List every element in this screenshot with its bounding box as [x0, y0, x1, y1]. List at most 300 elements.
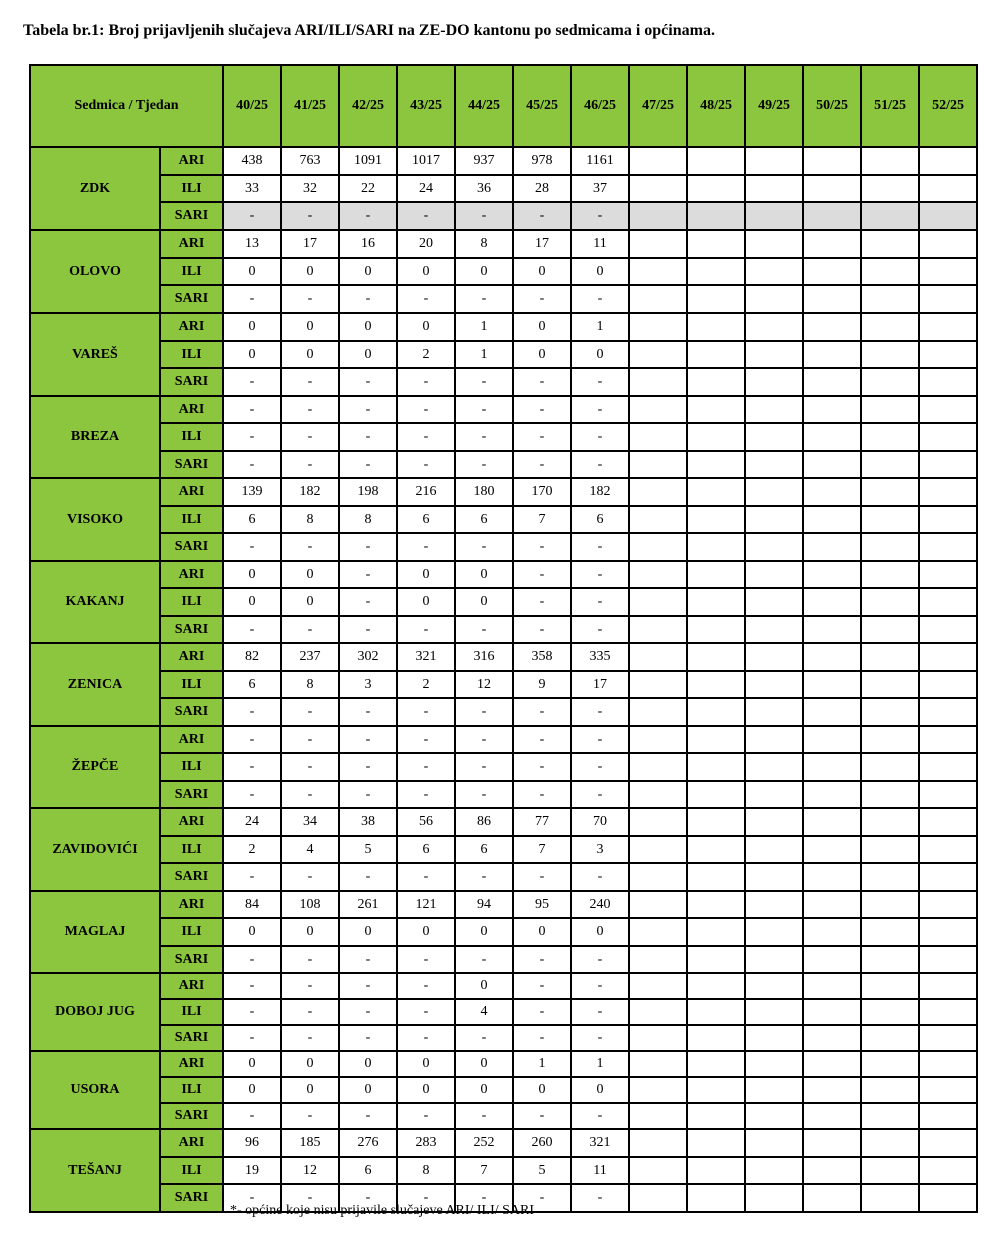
case-count-cell	[745, 753, 803, 781]
case-count-cell: -	[281, 973, 339, 999]
case-count-cell: 4	[281, 836, 339, 864]
case-count-cell	[687, 891, 745, 919]
case-count-cell: 8	[281, 671, 339, 699]
case-count-cell	[687, 588, 745, 616]
case-count-cell: -	[571, 285, 629, 313]
case-count-cell	[745, 918, 803, 946]
case-count-cell: -	[455, 202, 513, 230]
case-count-cell: 170	[513, 478, 571, 506]
case-count-cell: 0	[339, 1051, 397, 1077]
case-count-cell: -	[281, 396, 339, 424]
case-count-cell	[745, 175, 803, 203]
case-count-cell: 180	[455, 478, 513, 506]
case-count-cell: -	[455, 533, 513, 561]
case-count-cell: -	[455, 1025, 513, 1051]
case-count-cell	[687, 451, 745, 479]
case-count-cell	[629, 478, 687, 506]
case-count-cell	[687, 999, 745, 1025]
case-count-cell: 2	[397, 341, 455, 369]
week-header: 52/25	[919, 65, 977, 147]
table-row	[30, 423, 977, 451]
case-type-label: ILI	[160, 341, 223, 369]
case-count-cell: -	[455, 753, 513, 781]
case-type-label: SARI	[160, 616, 223, 644]
case-count-cell: 84	[223, 891, 281, 919]
case-count-cell: 37	[571, 175, 629, 203]
case-count-cell	[687, 946, 745, 974]
case-count-cell	[803, 258, 861, 286]
case-count-cell: -	[281, 999, 339, 1025]
case-count-cell	[745, 202, 803, 230]
case-count-cell	[629, 973, 687, 999]
case-count-cell: -	[339, 753, 397, 781]
case-count-cell	[629, 1025, 687, 1051]
case-type-label: SARI	[160, 1025, 223, 1051]
table-row	[30, 230, 977, 258]
municipality-name: VAREŠ	[30, 313, 160, 396]
case-count-cell	[803, 1103, 861, 1129]
case-count-cell: 1	[455, 341, 513, 369]
case-count-cell: -	[223, 698, 281, 726]
case-count-cell	[745, 368, 803, 396]
case-count-cell	[919, 973, 977, 999]
case-count-cell: -	[223, 533, 281, 561]
case-count-cell: 2	[223, 836, 281, 864]
case-type-label: ILI	[160, 918, 223, 946]
case-type-label: ILI	[160, 836, 223, 864]
case-count-cell: 321	[571, 1129, 629, 1157]
case-count-cell: -	[571, 533, 629, 561]
case-count-cell: -	[397, 726, 455, 754]
case-count-cell	[861, 891, 919, 919]
case-count-cell: 316	[455, 643, 513, 671]
case-count-cell: -	[223, 451, 281, 479]
case-count-cell: 0	[455, 1077, 513, 1103]
table-row	[30, 671, 977, 699]
table-row	[30, 973, 977, 999]
case-count-cell	[919, 726, 977, 754]
case-count-cell	[861, 147, 919, 175]
case-count-cell	[687, 726, 745, 754]
week-header: 49/25	[745, 65, 803, 147]
case-count-cell	[861, 836, 919, 864]
case-count-cell	[687, 753, 745, 781]
table-row	[30, 726, 977, 754]
case-count-cell	[629, 616, 687, 644]
municipality-name: KAKANJ	[30, 561, 160, 644]
case-count-cell	[803, 999, 861, 1025]
case-count-cell: -	[281, 698, 339, 726]
case-count-cell: -	[571, 973, 629, 999]
table-row	[30, 533, 977, 561]
case-count-cell	[919, 423, 977, 451]
case-count-cell	[919, 561, 977, 589]
case-count-cell	[745, 1103, 803, 1129]
case-count-cell	[861, 313, 919, 341]
case-count-cell: 3	[339, 671, 397, 699]
case-count-cell: 0	[397, 588, 455, 616]
case-type-label: ARI	[160, 973, 223, 999]
case-count-cell: -	[339, 588, 397, 616]
case-count-cell: 96	[223, 1129, 281, 1157]
case-count-cell	[745, 1051, 803, 1077]
municipality-name: VISOKO	[30, 478, 160, 561]
case-count-cell	[745, 258, 803, 286]
case-type-label: SARI	[160, 202, 223, 230]
case-count-cell	[803, 506, 861, 534]
case-count-cell	[745, 808, 803, 836]
case-count-cell	[745, 147, 803, 175]
case-count-cell: 0	[513, 1077, 571, 1103]
case-count-cell: 0	[455, 918, 513, 946]
case-count-cell	[687, 1129, 745, 1157]
case-count-cell	[861, 423, 919, 451]
case-count-cell: -	[513, 285, 571, 313]
case-count-cell: -	[571, 368, 629, 396]
table-row	[30, 1157, 977, 1185]
case-count-cell	[861, 451, 919, 479]
table-row	[30, 1129, 977, 1157]
case-type-label: ARI	[160, 561, 223, 589]
case-type-label: ARI	[160, 396, 223, 424]
case-count-cell	[687, 147, 745, 175]
case-count-cell	[629, 451, 687, 479]
case-count-cell: -	[223, 999, 281, 1025]
case-count-cell	[745, 451, 803, 479]
week-header: 45/25	[513, 65, 571, 147]
case-count-cell	[629, 918, 687, 946]
case-count-cell	[745, 726, 803, 754]
case-count-cell: 1	[513, 1051, 571, 1077]
case-count-cell	[687, 836, 745, 864]
case-type-label: ARI	[160, 891, 223, 919]
case-type-label: ILI	[160, 1157, 223, 1185]
case-count-cell	[919, 313, 977, 341]
case-count-cell: 358	[513, 643, 571, 671]
case-count-cell	[861, 368, 919, 396]
week-header: 44/25	[455, 65, 513, 147]
week-header-label: Sedmica / Tjedan	[30, 65, 223, 147]
case-count-cell	[629, 1157, 687, 1185]
case-count-cell: -	[397, 533, 455, 561]
case-count-cell	[687, 561, 745, 589]
case-count-cell: 6	[455, 506, 513, 534]
case-count-cell: -	[223, 368, 281, 396]
case-count-cell: 0	[513, 341, 571, 369]
case-count-cell: 261	[339, 891, 397, 919]
case-count-cell	[687, 1051, 745, 1077]
case-count-cell	[745, 341, 803, 369]
case-count-cell: 0	[281, 561, 339, 589]
case-count-cell	[629, 1051, 687, 1077]
week-header: 51/25	[861, 65, 919, 147]
case-count-cell: 86	[455, 808, 513, 836]
case-count-cell	[745, 1157, 803, 1185]
case-count-cell	[803, 285, 861, 313]
table-row	[30, 368, 977, 396]
case-count-cell	[919, 1103, 977, 1129]
case-count-cell: 56	[397, 808, 455, 836]
municipality-name: BREZA	[30, 396, 160, 479]
cases-table	[29, 64, 978, 1213]
case-count-cell	[745, 396, 803, 424]
case-type-label: ILI	[160, 423, 223, 451]
case-count-cell	[745, 313, 803, 341]
case-count-cell	[629, 175, 687, 203]
case-count-cell: 240	[571, 891, 629, 919]
case-count-cell: 763	[281, 147, 339, 175]
case-count-cell: 198	[339, 478, 397, 506]
case-count-cell: -	[455, 726, 513, 754]
case-count-cell: 0	[513, 258, 571, 286]
case-count-cell: -	[513, 726, 571, 754]
case-count-cell: -	[339, 726, 397, 754]
case-count-cell: -	[513, 423, 571, 451]
case-count-cell: -	[397, 202, 455, 230]
case-count-cell: 1	[571, 313, 629, 341]
case-count-cell: -	[339, 616, 397, 644]
case-count-cell	[687, 671, 745, 699]
case-count-cell	[745, 671, 803, 699]
case-count-cell: -	[571, 1184, 629, 1212]
case-count-cell: 0	[281, 341, 339, 369]
case-count-cell	[919, 285, 977, 313]
case-type-label: ILI	[160, 1077, 223, 1103]
table-row	[30, 1103, 977, 1129]
case-count-cell	[687, 1077, 745, 1103]
case-count-cell: 11	[571, 230, 629, 258]
case-count-cell	[803, 781, 861, 809]
week-header: 50/25	[803, 65, 861, 147]
case-count-cell: -	[513, 863, 571, 891]
case-count-cell	[919, 863, 977, 891]
table-row	[30, 781, 977, 809]
case-count-cell: -	[513, 753, 571, 781]
case-count-cell	[629, 313, 687, 341]
case-count-cell: 1091	[339, 147, 397, 175]
case-count-cell	[745, 1129, 803, 1157]
case-count-cell	[919, 1025, 977, 1051]
case-count-cell: 34	[281, 808, 339, 836]
case-count-cell	[803, 561, 861, 589]
case-count-cell: -	[397, 781, 455, 809]
case-count-cell: 0	[281, 918, 339, 946]
case-count-cell: -	[397, 423, 455, 451]
table-row	[30, 999, 977, 1025]
case-count-cell	[629, 946, 687, 974]
case-count-cell	[919, 202, 977, 230]
case-count-cell	[861, 616, 919, 644]
case-count-cell: -	[223, 973, 281, 999]
case-count-cell	[803, 808, 861, 836]
case-type-label: ILI	[160, 671, 223, 699]
case-count-cell	[919, 396, 977, 424]
case-count-cell	[861, 478, 919, 506]
case-count-cell	[687, 258, 745, 286]
case-count-cell	[803, 1157, 861, 1185]
case-count-cell: -	[571, 561, 629, 589]
case-count-cell: 0	[571, 341, 629, 369]
case-count-cell	[629, 671, 687, 699]
case-count-cell	[629, 202, 687, 230]
case-count-cell: -	[455, 1103, 513, 1129]
case-count-cell	[629, 588, 687, 616]
case-type-label: SARI	[160, 368, 223, 396]
case-count-cell: -	[571, 781, 629, 809]
case-count-cell	[861, 671, 919, 699]
case-count-cell	[629, 230, 687, 258]
case-count-cell: 12	[281, 1157, 339, 1185]
case-count-cell: -	[571, 423, 629, 451]
case-count-cell	[745, 423, 803, 451]
case-count-cell: -	[339, 285, 397, 313]
header-row	[30, 65, 977, 147]
case-count-cell: 24	[223, 808, 281, 836]
case-count-cell: 17	[571, 671, 629, 699]
case-count-cell	[687, 808, 745, 836]
case-count-cell	[745, 230, 803, 258]
case-count-cell: -	[281, 285, 339, 313]
case-count-cell	[687, 478, 745, 506]
case-count-cell	[629, 506, 687, 534]
case-type-label: ILI	[160, 175, 223, 203]
case-type-label: ILI	[160, 258, 223, 286]
case-count-cell: -	[397, 396, 455, 424]
case-count-cell	[629, 368, 687, 396]
case-count-cell	[861, 1077, 919, 1103]
case-count-cell	[919, 616, 977, 644]
case-count-cell: -	[223, 1184, 281, 1212]
case-count-cell	[803, 588, 861, 616]
case-count-cell: 0	[455, 588, 513, 616]
case-count-cell	[861, 561, 919, 589]
case-count-cell: 438	[223, 147, 281, 175]
case-count-cell: -	[397, 698, 455, 726]
case-type-label: SARI	[160, 1184, 223, 1212]
case-count-cell	[861, 999, 919, 1025]
case-count-cell: -	[339, 698, 397, 726]
case-count-cell: -	[281, 616, 339, 644]
case-count-cell: 0	[397, 258, 455, 286]
case-count-cell: 321	[397, 643, 455, 671]
case-type-label: ARI	[160, 643, 223, 671]
case-count-cell	[629, 285, 687, 313]
case-count-cell: -	[339, 946, 397, 974]
case-count-cell: 302	[339, 643, 397, 671]
case-count-cell: -	[397, 1103, 455, 1129]
table-row	[30, 313, 977, 341]
case-count-cell	[803, 1077, 861, 1103]
case-count-cell: -	[571, 753, 629, 781]
case-count-cell	[629, 1077, 687, 1103]
case-count-cell	[745, 836, 803, 864]
case-count-cell: 0	[223, 258, 281, 286]
case-count-cell: 0	[571, 1077, 629, 1103]
case-count-cell	[803, 753, 861, 781]
case-count-cell	[687, 616, 745, 644]
case-count-cell	[919, 588, 977, 616]
case-type-label: ILI	[160, 753, 223, 781]
week-header: 46/25	[571, 65, 629, 147]
table-row	[30, 891, 977, 919]
case-count-cell: -	[339, 368, 397, 396]
case-count-cell: -	[513, 588, 571, 616]
case-count-cell: -	[339, 202, 397, 230]
case-count-cell: -	[339, 451, 397, 479]
case-count-cell: -	[339, 1184, 397, 1212]
case-count-cell: 16	[339, 230, 397, 258]
case-count-cell: -	[339, 533, 397, 561]
case-count-cell	[861, 781, 919, 809]
case-count-cell: 6	[571, 506, 629, 534]
case-count-cell: 6	[223, 506, 281, 534]
case-count-cell: 0	[223, 1051, 281, 1077]
case-count-cell: -	[397, 946, 455, 974]
case-count-cell	[687, 533, 745, 561]
case-count-cell	[687, 698, 745, 726]
case-count-cell: -	[513, 946, 571, 974]
case-type-label: SARI	[160, 781, 223, 809]
case-type-label: SARI	[160, 451, 223, 479]
case-count-cell	[803, 175, 861, 203]
case-count-cell: 11	[571, 1157, 629, 1185]
case-count-cell	[629, 396, 687, 424]
case-count-cell	[803, 891, 861, 919]
case-count-cell: 20	[397, 230, 455, 258]
case-count-cell	[629, 643, 687, 671]
case-count-cell	[687, 1157, 745, 1185]
case-count-cell: -	[455, 946, 513, 974]
case-count-cell: 0	[339, 258, 397, 286]
table-row	[30, 918, 977, 946]
case-count-cell	[629, 1129, 687, 1157]
case-count-cell: -	[571, 1025, 629, 1051]
case-count-cell	[687, 918, 745, 946]
case-count-cell	[687, 1184, 745, 1212]
case-count-cell	[803, 147, 861, 175]
case-count-cell: 182	[281, 478, 339, 506]
case-count-cell	[861, 753, 919, 781]
case-count-cell: -	[397, 863, 455, 891]
case-count-cell: 0	[223, 1077, 281, 1103]
case-count-cell: 8	[455, 230, 513, 258]
case-count-cell	[745, 533, 803, 561]
table-body	[30, 147, 977, 1212]
table-row	[30, 561, 977, 589]
case-count-cell: 77	[513, 808, 571, 836]
case-count-cell: -	[281, 726, 339, 754]
case-count-cell	[687, 396, 745, 424]
case-count-cell	[803, 1129, 861, 1157]
case-count-cell: 6	[455, 836, 513, 864]
case-count-cell: 185	[281, 1129, 339, 1157]
case-count-cell: 260	[513, 1129, 571, 1157]
table-row	[30, 1051, 977, 1077]
municipality-name: DOBOJ JUG	[30, 973, 160, 1051]
case-type-label: ARI	[160, 808, 223, 836]
case-count-cell: -	[513, 533, 571, 561]
case-count-cell	[745, 999, 803, 1025]
table-row	[30, 808, 977, 836]
case-count-cell	[861, 643, 919, 671]
case-count-cell: -	[397, 1184, 455, 1212]
case-count-cell: -	[281, 451, 339, 479]
table-row	[30, 1077, 977, 1103]
case-count-cell	[745, 1077, 803, 1103]
week-header: 43/25	[397, 65, 455, 147]
case-count-cell	[687, 313, 745, 341]
case-count-cell: 32	[281, 175, 339, 203]
